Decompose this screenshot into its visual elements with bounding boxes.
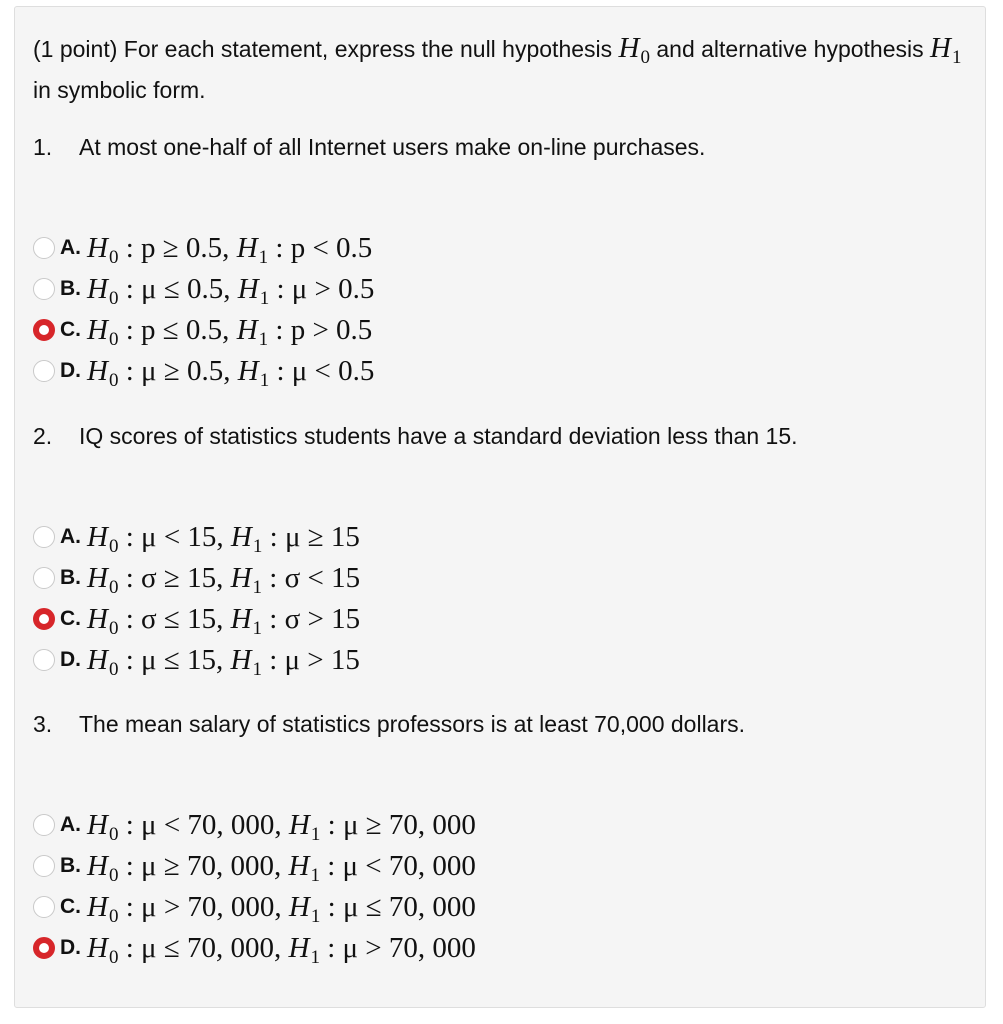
radio-button[interactable] bbox=[33, 567, 55, 589]
radio-button-selected[interactable] bbox=[33, 319, 55, 341]
option-formula: $H_0$ : μ ≤ 15, $H_1$ : μ > 15 bbox=[87, 643, 360, 680]
radio-button[interactable] bbox=[33, 814, 55, 836]
option-formula: $H_0$ : μ > 70, 000, $H_1$ : μ ≤ 70, 000 bbox=[87, 890, 476, 927]
option-formula: $H_0$ : μ ≥ 0.5, $H_1$ : μ < 0.5 bbox=[87, 354, 375, 391]
option-letter: B. bbox=[60, 566, 81, 589]
radio-button[interactable] bbox=[33, 526, 55, 548]
question-1 bbox=[33, 132, 963, 162]
problem-intro bbox=[33, 29, 963, 109]
radio-button[interactable] bbox=[33, 237, 55, 259]
problem-card bbox=[14, 6, 986, 1008]
h1-symbol: $H_1$ bbox=[930, 32, 962, 68]
option-formula: $H_0$ : p ≥ 0.5, $H_1$ : p < 0.5 bbox=[87, 231, 373, 268]
q1-option-b[interactable] bbox=[33, 269, 374, 309]
q2-option-b[interactable] bbox=[33, 558, 360, 598]
option-formula: $H_0$ : μ < 15, $H_1$ : μ ≥ 15 bbox=[87, 520, 360, 557]
option-letter: B. bbox=[60, 854, 81, 877]
radio-button[interactable] bbox=[33, 855, 55, 877]
option-letter: C. bbox=[60, 607, 81, 630]
q1-option-a[interactable] bbox=[33, 228, 372, 268]
q3-option-c[interactable] bbox=[33, 887, 476, 927]
question-statement: IQ scores of statistics students have a standard deviation less than 15. bbox=[79, 423, 798, 449]
radio-button-selected[interactable] bbox=[33, 937, 55, 959]
q2-option-c[interactable] bbox=[33, 599, 360, 639]
option-letter: A. bbox=[60, 525, 81, 548]
option-formula: $H_0$ : μ < 70, 000, $H_1$ : μ ≥ 70, 000 bbox=[87, 808, 476, 845]
question-number: 2. bbox=[33, 423, 53, 449]
option-formula: $H_0$ : σ ≤ 15, $H_1$ : σ > 15 bbox=[87, 602, 361, 639]
option-formula: $H_0$ : p ≤ 0.5, $H_1$ : p > 0.5 bbox=[87, 313, 373, 350]
intro-middle: and alternative hypothesis bbox=[656, 36, 924, 62]
q3-option-a[interactable] bbox=[33, 805, 476, 845]
option-formula: $H_0$ : μ ≥ 70, 000, $H_1$ : μ < 70, 000 bbox=[87, 849, 476, 886]
radio-button-selected[interactable] bbox=[33, 608, 55, 630]
option-letter: A. bbox=[60, 813, 81, 836]
q1-option-c[interactable] bbox=[33, 310, 372, 350]
intro-suffix: in symbolic form. bbox=[33, 77, 206, 103]
q2-option-d[interactable] bbox=[33, 640, 360, 680]
option-letter: A. bbox=[60, 236, 81, 259]
question-2 bbox=[33, 421, 963, 451]
question-statement: The mean salary of statistics professors is at least 70,000 dollars. bbox=[79, 711, 746, 737]
option-letter: D. bbox=[60, 936, 81, 959]
h0-symbol: $H_0$ bbox=[618, 32, 650, 68]
option-letter: C. bbox=[60, 318, 81, 341]
question-statement: At most one-half of all Internet users make on-line purchases. bbox=[79, 134, 706, 160]
question-number: 3. bbox=[33, 711, 53, 737]
intro-prefix: (1 point) For each statement, express the null hypothesis bbox=[33, 36, 613, 62]
question-3 bbox=[33, 709, 963, 739]
option-letter: D. bbox=[60, 359, 81, 382]
option-formula: $H_0$ : μ ≤ 70, 000, $H_1$ : μ > 70, 000 bbox=[87, 931, 476, 968]
option-formula: $H_0$ : σ ≥ 15, $H_1$ : σ < 15 bbox=[87, 561, 361, 598]
option-letter: B. bbox=[60, 277, 81, 300]
radio-button[interactable] bbox=[33, 278, 55, 300]
q3-option-b[interactable] bbox=[33, 846, 476, 886]
option-letter: C. bbox=[60, 895, 81, 918]
option-letter: D. bbox=[60, 648, 81, 671]
q2-option-a[interactable] bbox=[33, 517, 360, 557]
radio-button[interactable] bbox=[33, 896, 55, 918]
radio-button[interactable] bbox=[33, 360, 55, 382]
option-formula: $H_0$ : μ ≤ 0.5, $H_1$ : μ > 0.5 bbox=[87, 272, 375, 309]
question-number: 1. bbox=[33, 134, 53, 160]
q3-option-d[interactable] bbox=[33, 928, 476, 968]
q1-option-d[interactable] bbox=[33, 351, 374, 391]
radio-button[interactable] bbox=[33, 649, 55, 671]
